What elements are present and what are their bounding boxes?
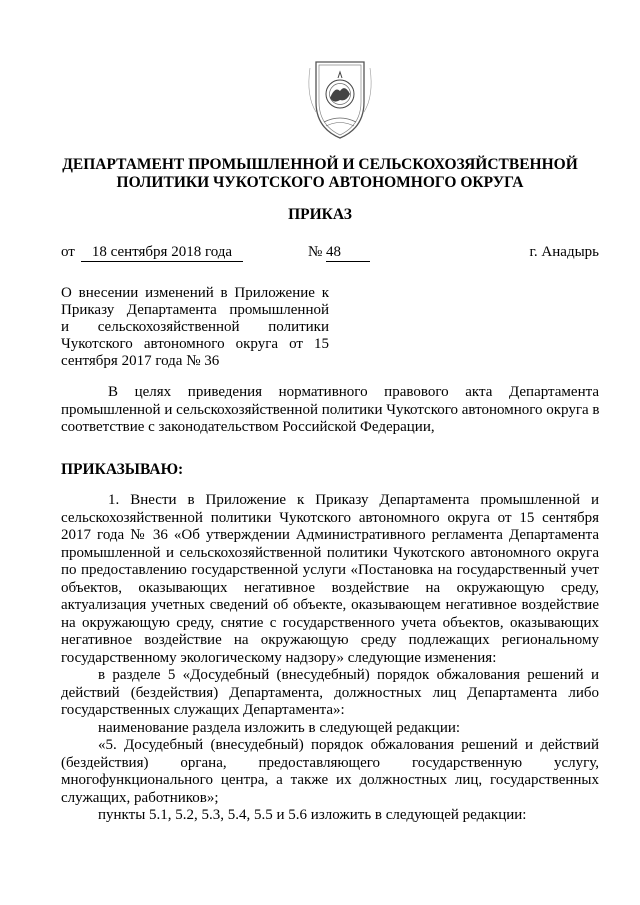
- order-word: ПРИКАЗЫВАЮ:: [61, 461, 184, 478]
- date-prefix: от: [61, 244, 75, 260]
- clause-line: сельскохозяйственной политики Чукотского автономного округа от 15 сентября: [61, 509, 599, 526]
- clause-line: негативное воздействие на окружающую среду подлежащих региональному: [61, 632, 599, 648]
- subject-line: Приказу Департамента промышленной: [61, 302, 329, 318]
- clause-line: (бездействия) органа, предоставляющего государственную услугу,: [61, 754, 599, 771]
- org-name-line2: ПОЛИТИКИ ЧУКОТСКОГО АВТОНОМНОГО ОКРУГА: [116, 174, 524, 191]
- subject-line: О внесении изменений в Приложение к: [61, 285, 329, 301]
- clause-line: многофункционального центра, а также их должностных лиц, государственных: [61, 772, 599, 788]
- clause-line: «5. Досудебный (внесудебный) порядок обжалования решений и действий: [98, 737, 599, 753]
- preamble-line: промышленной и сельскохозяйственной политики Чукотского автономного округа в: [61, 401, 600, 418]
- city: г. Анадырь: [529, 244, 599, 260]
- subject-line: сентября 2017 года № 36: [61, 353, 220, 369]
- clause-line: наименование раздела изложить в следующей редакции:: [98, 719, 461, 736]
- clause-line: в разделе 5 «Досудебный (внесудебный) порядок обжалования решений и: [98, 667, 599, 683]
- clause-line: по предоставлению государственной услуги «Постановка на государственный учет: [61, 562, 599, 578]
- preamble: [61, 384, 599, 437]
- order-date: 18 сентября 2018 года: [81, 243, 243, 262]
- clause-line: 2017 года № 36 «Об утверждении Административного регламента Департамента: [61, 527, 599, 543]
- clause-1: [61, 492, 599, 825]
- subject-line: Чукотского автономного округа от 15: [61, 336, 329, 352]
- order-meta: [61, 243, 599, 261]
- clause-line: промышленной и сельскохозяйственной политики Чукотского автономного округа: [61, 544, 599, 561]
- preamble-line: соответствие с законодательством Российской Федерации,: [61, 419, 435, 435]
- clause-line: объектов, оказывающих негативное воздействие на окружающую среду,: [61, 579, 599, 596]
- clause-line: на окружающую среду, снятие с государственного учета объектов, оказывающих: [61, 614, 599, 631]
- clause-line: служащих, работников»;: [61, 789, 219, 806]
- org-name-line1: ДЕПАРТАМЕНТ ПРОМЫШЛЕННОЙ И СЕЛЬСКОХОЗЯЙСТВЕННОЙ: [62, 156, 578, 173]
- number-prefix: №: [308, 244, 323, 260]
- coat-of-arms-icon: [302, 56, 378, 142]
- clause-line: государственному экологическому надзору» следующие изменения:: [61, 649, 497, 666]
- clause-line: действий (бездействия) Департамента, должностных лиц Департамента либо: [61, 684, 599, 701]
- order-number: 48: [326, 243, 370, 262]
- preamble-line: В целях приведения нормативного правового акта Департамента: [108, 384, 599, 400]
- subject-line: и сельскохозяйственной политики: [61, 319, 329, 335]
- clause-line: пункты 5.1, 5.2, 5.3, 5.4, 5.5 и 5.6 изложить в следующей редакции:: [98, 807, 527, 823]
- clause-line: актуализация учетных сведений об объекте, оказывающем негативное воздействие: [61, 597, 599, 613]
- document-type: ПРИКАЗ: [288, 206, 352, 223]
- clause-line: государственных служащих Департамента»:: [61, 702, 345, 718]
- order-subject: [61, 285, 329, 370]
- clause-line: 1. Внести в Приложение к Приказу Департамента промышленной и: [108, 492, 599, 508]
